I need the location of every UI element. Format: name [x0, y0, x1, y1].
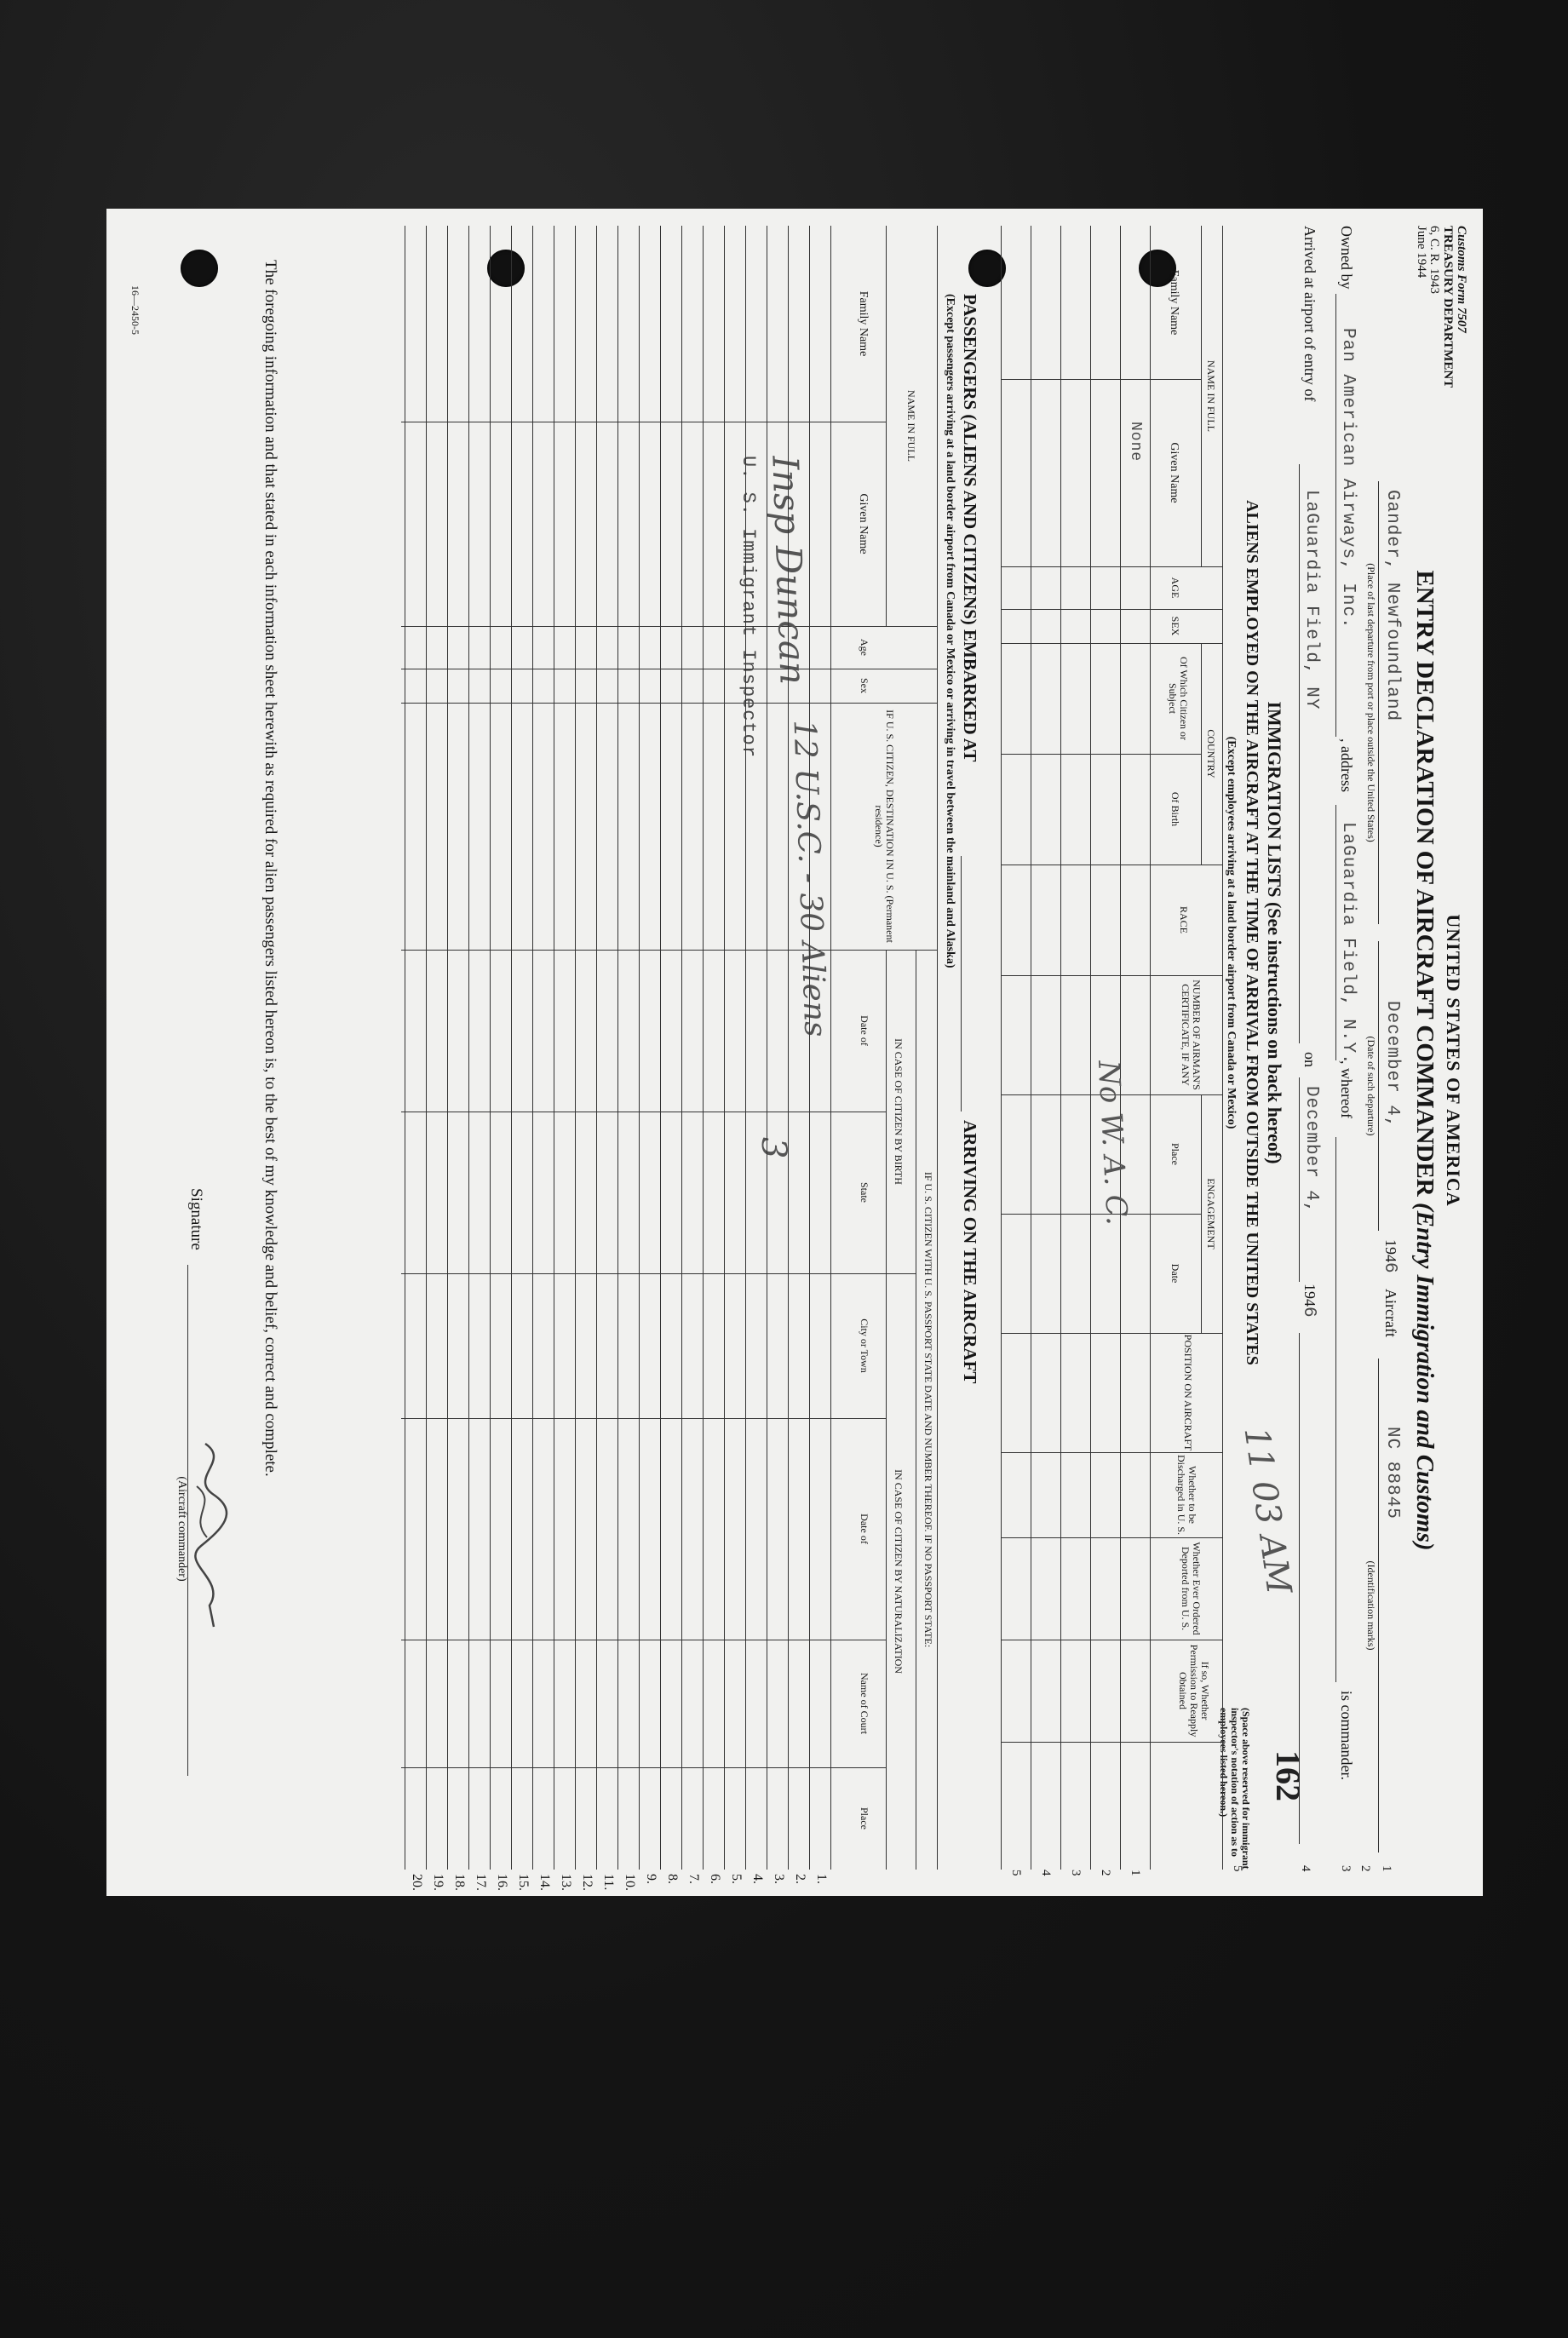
pax-col-passport-header: IF U. S. CITIZEN WITH U. S. PASSPORT STATE DATE AND NUMBER THEREOF. IF NO PASSPORT STATE: — [922, 1171, 934, 1648]
pax-col-destination: IF U. S. CITIZEN, DESTINATION IN U. S. (Permanent residence) — [872, 709, 896, 943]
print-code: 16—2450-5 — [129, 285, 141, 335]
imm-col-sex: SEX — [1169, 616, 1181, 636]
commander-label: is commander. — [1338, 1691, 1355, 1780]
form-id-block — [1414, 226, 1467, 447]
punch-hole-1 — [181, 250, 218, 287]
passengers-heading-b: ARRIVING ON THE AIRCRAFT — [960, 1120, 980, 1384]
passenger-row-number: 7. — [686, 1874, 701, 1884]
passenger-row-line — [490, 226, 491, 1870]
on-label: on — [1301, 1052, 1318, 1067]
immigration-heading: IMMIGRATION LISTS (See instructions on back hereof) — [1264, 701, 1285, 1164]
pax-col-city: City or Town — [859, 1318, 870, 1373]
country-heading: UNITED STATES OF AMERICA — [1443, 914, 1464, 1207]
pax-col-by-birth: IN CASE OF CITIZEN BY BIRTH — [893, 1038, 905, 1185]
passenger-row-number: 12. — [580, 1874, 594, 1891]
passenger-row-number: 15. — [516, 1874, 531, 1891]
passenger-row-line — [426, 226, 427, 1870]
whereof-label: , whereof — [1338, 1060, 1355, 1118]
imm-none-entry: None — [1127, 422, 1144, 462]
form-title — [1410, 464, 1439, 1657]
airport-value: LaGuardia Field, NY — [1301, 490, 1321, 710]
stamp-number: 162 — [1269, 1750, 1307, 1801]
passenger-row-line — [724, 226, 725, 1870]
passenger-row-line — [511, 226, 512, 1870]
imm-col-name-in-full: NAME IN FULL — [1205, 360, 1217, 432]
punch-hole-2 — [487, 250, 525, 287]
passenger-row-number: 18. — [452, 1874, 467, 1891]
passenger-row-number: 16. — [495, 1874, 509, 1891]
footer-statement: The foregoing information and that stated in each information sheet herewith as required for alien passengers listed hereon is, to the best of my knowledge and belief, correct and complete. — [261, 260, 279, 1477]
pax-hand-count: 12 U.S.C. - 30 Aliens — [786, 719, 833, 1038]
passenger-row-number: 6. — [708, 1874, 722, 1884]
imm-row-5: 5 — [1009, 1870, 1023, 1876]
imm-col-permission: If so, Whether Permission to Reapply Obtained — [1176, 1644, 1211, 1738]
form-title-main: ENTRY DECLARATION OF AIRCRAFT COMMANDER — [1411, 570, 1439, 1197]
pax-typed-inspector: U. S. Immigrant Inspector — [738, 456, 759, 759]
line-number-4: 4 — [1299, 1865, 1312, 1872]
pax-col-nat-date: Date of — [859, 1514, 870, 1544]
aircraft-marks-value: NC 88845 — [1382, 1427, 1402, 1519]
line-number-5: 5 — [1231, 1865, 1244, 1872]
passenger-row-line — [639, 226, 640, 1870]
pax-col-court: Name of Court — [859, 1673, 870, 1734]
address-label: , address — [1338, 738, 1355, 792]
reserved-note: (Space above reserved for immigrant inspector's notation of action as to employees listed hereon.) — [1217, 1708, 1252, 1870]
imm-col-race: RACE — [1178, 905, 1190, 933]
form-date: June 1944 — [1414, 226, 1428, 279]
immigration-subheading: ALIENS EMPLOYED ON THE AIRCRAFT AT THE TIME OF ARRIVAL FROM OUTSIDE THE UNITED STATES — [1243, 500, 1261, 1365]
imm-col-given: Given Name — [1168, 442, 1180, 503]
imm-row-4: 4 — [1039, 1870, 1053, 1876]
passenger-row-line — [788, 226, 789, 1870]
imm-col-position: POSITION ON AIRCRAFT — [1182, 1334, 1194, 1451]
line-number-1: 1 — [1380, 1865, 1393, 1872]
pax-col-place: Place — [859, 1807, 870, 1830]
pax-col-name-in-full: NAME IN FULL — [905, 390, 917, 462]
pax-col-family: Family Name — [857, 290, 870, 357]
passenger-row-number: 17. — [474, 1874, 488, 1891]
aircraft-label: Aircraft — [1382, 1289, 1399, 1337]
passenger-row-number: 10. — [623, 1874, 637, 1891]
imm-col-engagement: ENGAGEMENT — [1205, 1178, 1217, 1249]
commander-signature — [180, 1435, 239, 1640]
pax-hand-inspected: Insp Duncan — [764, 455, 814, 686]
line-number-2: 2 — [1358, 1865, 1372, 1872]
passenger-row-number: 3. — [772, 1874, 786, 1884]
imm-row-3: 3 — [1069, 1870, 1083, 1876]
passenger-row-number: 20. — [410, 1874, 424, 1891]
imm-col-citizen: Of Which Citizen or Subject — [1166, 656, 1190, 741]
passenger-row-number: 8. — [665, 1874, 680, 1884]
arrival-time-note: 11 03 AM — [1236, 1424, 1299, 1597]
departure-place-label: (Place of last departure from port or place outside the United States) — [1365, 563, 1377, 842]
passenger-row-number: 4. — [750, 1874, 765, 1884]
imm-col-discharged: Whether to be Discharged in U. S. — [1175, 1454, 1198, 1536]
pax-col-given: Given Name — [857, 493, 870, 554]
passenger-row-number: 14. — [537, 1874, 552, 1891]
form-title-suffix: (Entry Immigration and Customs) — [1411, 1203, 1439, 1551]
arrival-date-value: December 4, — [1301, 1086, 1321, 1214]
passenger-row-line — [660, 226, 661, 1870]
passenger-row-number: 13. — [559, 1874, 573, 1891]
pax-col-state: State — [859, 1182, 870, 1203]
owned-by-label: Owned by — [1338, 226, 1355, 290]
imm-col-eng-place: Place — [1169, 1143, 1181, 1165]
year-2: 1946 — [1299, 1284, 1318, 1318]
passenger-row-number: 9. — [644, 1874, 658, 1884]
passenger-row-line — [596, 226, 597, 1870]
pax-col-by-naturalization: IN CASE OF CITIZEN BY NATURALIZATION — [893, 1469, 905, 1674]
document-sheet — [106, 209, 1483, 1896]
owner-value: Pan American Airways, Inc. — [1338, 328, 1358, 629]
departure-date-label: (Date of such departure) — [1365, 1036, 1377, 1136]
passenger-row-line — [532, 226, 533, 1870]
imm-row-2: 2 — [1099, 1870, 1112, 1876]
passenger-row-line — [809, 226, 810, 1870]
passenger-row-number: 5. — [729, 1874, 744, 1884]
passengers-heading-a: PASSENGERS (ALIENS AND CITIZENS) EMBARKED AT — [960, 294, 980, 762]
line-number-3: 3 — [1339, 1865, 1353, 1872]
passenger-row-line — [468, 226, 469, 1870]
passenger-row-line — [745, 226, 746, 1870]
pax-hand-mark: 3 — [754, 1137, 793, 1159]
imm-col-eng-date: Date — [1169, 1263, 1181, 1284]
passenger-row-number: 2. — [793, 1874, 807, 1884]
passenger-row-number: 11. — [601, 1874, 616, 1891]
imm-col-deported: Whether Ever Ordered Deported from U. S. — [1179, 1542, 1203, 1635]
entry-declaration-form — [106, 209, 1483, 1896]
imm-col-airman: NUMBER OF AIRMAN'S CERTIFICATE, IF ANY — [1179, 979, 1203, 1090]
arrived-label: Arrived at airport of entry of — [1301, 226, 1318, 402]
passenger-row-number: 1. — [814, 1874, 829, 1884]
pax-col-age: Age — [859, 639, 870, 656]
passenger-row-line — [617, 226, 618, 1870]
form-number: Customs Form 7507 — [1455, 226, 1468, 333]
immigration-note: (Except employees arriving at a land border airport from Canada or Mexico) — [1225, 736, 1238, 1129]
imm-col-country: COUNTRY — [1205, 729, 1217, 778]
pax-col-sex: Sex — [859, 678, 870, 693]
address-value: LaGuardia Field, N.Y. — [1338, 822, 1358, 1066]
passenger-row-number: 19. — [431, 1874, 445, 1891]
passengers-note: (Except passengers arriving at a land border airport from Canada or Mexico or arriving in travel between the mainland and Alaska) — [944, 294, 956, 968]
signature-label: Signature — [187, 1188, 205, 1250]
signature-sub: (Aircraft commander) — [175, 1476, 188, 1582]
department: TREASURY DEPARTMENT — [1441, 226, 1456, 388]
pax-col-birth-date: Date of — [859, 1015, 870, 1046]
imm-hand-note: No W. A. C. — [1090, 1060, 1134, 1226]
passenger-row-line — [575, 226, 576, 1870]
year-1: 1946 — [1380, 1239, 1399, 1274]
ident-label: (Identification marks) — [1365, 1560, 1377, 1651]
departure-place-value: Gander, Newfoundland — [1382, 490, 1402, 722]
imm-col-birth: Of Birth — [1169, 791, 1181, 827]
passenger-row-line — [447, 226, 448, 1870]
departure-date-value: December 4, — [1382, 1001, 1402, 1129]
imm-row-1: 1 — [1129, 1870, 1142, 1876]
form-regulation: 6, C. R. 1943 — [1427, 226, 1442, 295]
imm-col-age: AGE — [1169, 577, 1181, 599]
imm-col-family: Family Name — [1168, 269, 1180, 336]
passenger-row-line — [681, 226, 682, 1870]
passenger-row-line — [703, 226, 704, 1870]
